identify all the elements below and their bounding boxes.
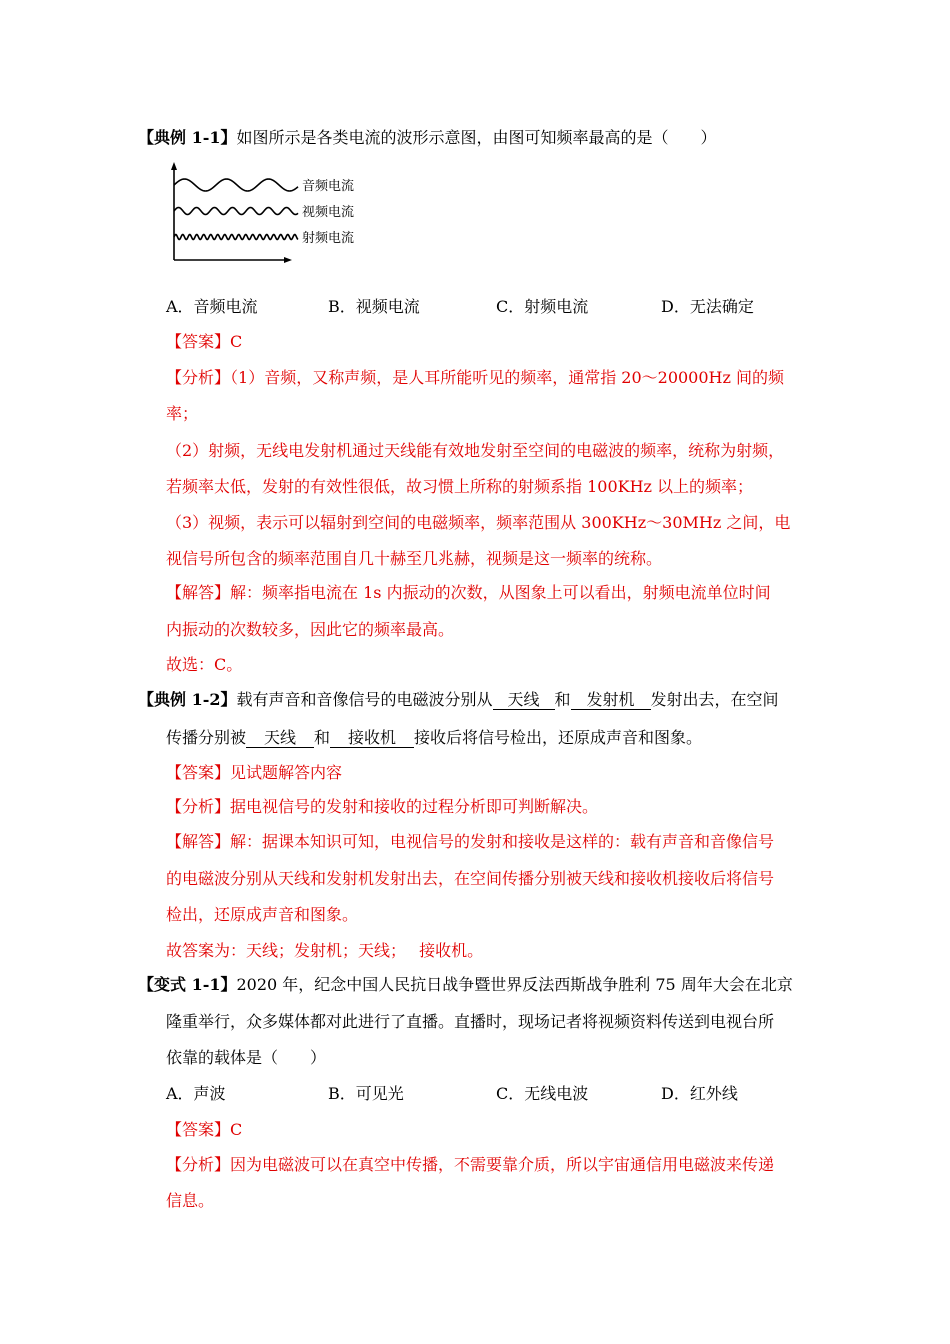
variant-1-1-question-line-3: 依靠的载体是（ ）	[166, 1048, 327, 1067]
video-label: 视频电流	[302, 205, 355, 220]
analysis-line-5: （3）视频，表示可以辐射到空间的电磁频率，频率范围从 300KHz～30MHz 之间，电	[166, 513, 791, 532]
option-b: B．视频电流	[328, 297, 420, 316]
analysis-line	[166, 797, 598, 817]
example-1-1-question	[138, 128, 717, 148]
solution-line-3: 检出，还原成声音和图象。	[166, 905, 359, 924]
variant-1-1-question-line-1	[138, 975, 793, 995]
solution-line-1	[166, 832, 774, 852]
example-tag: 【典例 1-1】	[138, 128, 237, 147]
question-text: 和	[314, 728, 331, 747]
blank-3: 天线	[246, 729, 314, 748]
analysis-text: 据电视信号的发射和接收的过程分析即可判断解决。	[230, 797, 599, 816]
solution-tag: 【解答】	[166, 583, 231, 602]
answer-tag: 【答案】	[166, 763, 231, 782]
answer-value: 见试题解答内容	[230, 763, 343, 782]
question-text: 2020 年，纪念中国人民抗日战争暨世界反法西斯战争胜利 75 周年大会在北京	[236, 975, 793, 994]
final-answer-line: 故答案为：天线；发射机；天线； 接收机。	[166, 941, 484, 960]
solution-text: 解：据课本知识可知，电视信号的发射和接收是这样的：载有声音和音像信号	[230, 832, 775, 851]
analysis-text: （1）音频，又称声频，是人耳所能听见的频率，通常指 20～20000Hz 间的频	[230, 368, 785, 387]
analysis-line-6: 视信号所包含的频率范围自几十赫至几兆赫，视频是这一频率的统称。	[166, 549, 663, 568]
solution-line-2: 的电磁波分别从天线和发射机发射出去，在空间传播分别被天线和接收机接收后将信号	[166, 869, 775, 888]
x-axis-arrow	[284, 257, 292, 263]
y-axis-arrow	[171, 162, 177, 170]
solution-text: 解：频率指电流在 1s 内振动的次数，从图象上可以看出，射频电流单位时间	[230, 583, 771, 602]
variant-1-1-question-line-2: 隆重举行，众多媒体都对此进行了直播。直播时，现场记者将视频资料传送到电视台所	[166, 1012, 775, 1031]
solution-line-1	[166, 583, 771, 603]
video-wave	[174, 208, 298, 215]
answer-value: C	[230, 332, 243, 351]
example-tag: 【典例 1-2】	[138, 690, 237, 709]
question-text: 和	[554, 690, 571, 709]
option-a: A．声波	[166, 1084, 226, 1103]
answer-line	[166, 1120, 242, 1140]
question-text: 载有声音和音像信号的电磁波分别从	[236, 690, 493, 709]
answer-tag: 【答案】	[166, 1120, 231, 1139]
audio-wave	[174, 179, 298, 191]
question-text: 如图所示是各类电流的波形示意图，由图可知频率最高的是（ ）	[236, 128, 717, 147]
option-c: C．射频电流	[496, 297, 589, 316]
rf-wave	[174, 235, 298, 240]
analysis-line-3: （2）射频，无线电发射机通过天线能有效地发射至空间的电磁波的频率，统称为射频，	[166, 441, 785, 460]
variant-tag: 【变式 1-1】	[138, 975, 237, 994]
analysis-line-1	[166, 368, 784, 388]
answer-value: C	[230, 1120, 243, 1139]
example-1-2-question-line-1	[138, 690, 779, 710]
solution-tag: 【解答】	[166, 832, 231, 851]
solution-line-2: 内振动的次数较多，因此它的频率最高。	[166, 620, 455, 639]
analysis-line-2: 率；	[166, 404, 199, 423]
analysis-line-4: 若频率太低，发射的有效性很低，故习惯上所称的射频系指 100KHz 以上的频率；	[166, 477, 754, 496]
option-c: C．无线电波	[496, 1084, 589, 1103]
question-text: 发射出去，在空间	[650, 690, 779, 709]
analysis-text: 因为电磁波可以在真空中传播，不需要靠介质，所以宇宙通信用电磁波来传递	[230, 1155, 775, 1174]
answer-tag: 【答案】	[166, 332, 231, 351]
blank-2: 发射机	[571, 691, 651, 710]
choice-line: 故选：C。	[166, 655, 243, 674]
audio-label: 音频电流	[302, 179, 355, 194]
option-b: B．可见光	[328, 1084, 404, 1103]
option-a: A．音频电流	[166, 297, 258, 316]
analysis-line-1	[166, 1155, 774, 1175]
blank-4: 接收机	[330, 729, 414, 748]
analysis-tag: 【分析】	[166, 368, 231, 387]
blank-1: 天线	[493, 691, 555, 710]
example-1-2-question-line-2	[166, 728, 702, 748]
analysis-line-2: 信息。	[166, 1191, 215, 1210]
waveform-figure	[168, 160, 358, 268]
analysis-tag: 【分析】	[166, 1155, 231, 1174]
option-d: D．红外线	[661, 1084, 738, 1103]
option-d: D．无法确定	[661, 297, 754, 316]
rf-label: 射频电流	[302, 231, 355, 246]
question-text: 接收后将信号检出，还原成声音和图象。	[414, 728, 703, 747]
answer-line	[166, 763, 342, 783]
answer-line	[166, 332, 242, 352]
analysis-tag: 【分析】	[166, 797, 231, 816]
question-text: 传播分别被	[166, 728, 247, 747]
